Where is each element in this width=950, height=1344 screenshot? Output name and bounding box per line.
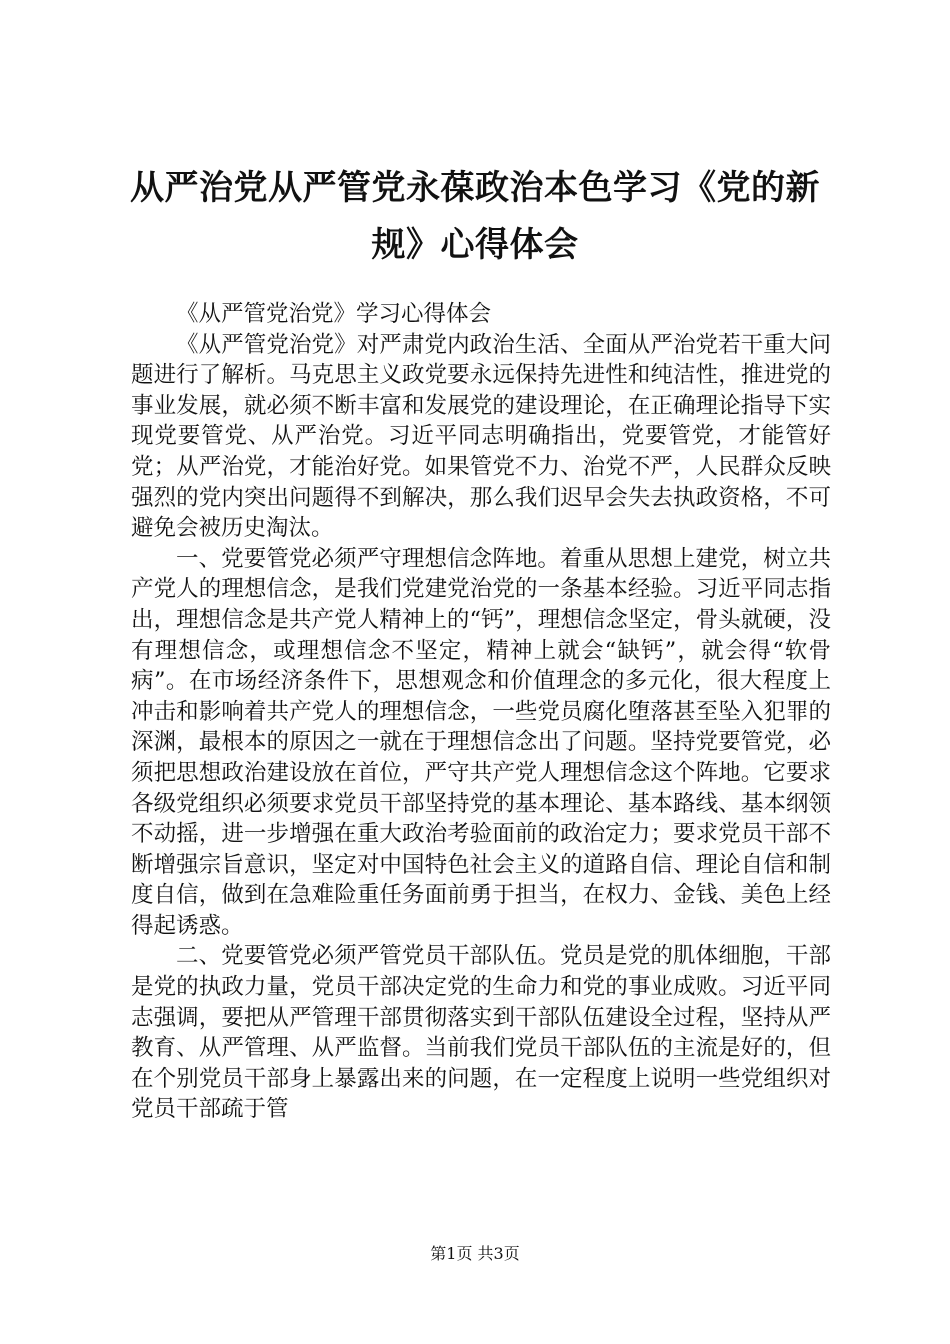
- document-body: [131, 299, 831, 1125]
- section-two-paragraph: 二、党要管党必须严管党员干部队伍。党员是党的肌体细胞，干部是党的执政力量，党员干部决定党的生命力和党的事业成败。习近平同志强调，要把从严管理干部贯彻落实到干部队伍建设全过程，坚持从严教育、从严管理、从严监督。当前我们党员干部队伍的主流是好的，但在个别党员干部身上暴露出来的问题，在一定程度上说明一些党组织对党员干部疏于管: [131, 943, 831, 1123]
- section-one-paragraph: 一、党要管党必须严守理想信念阵地。着重从思想上建党，树立共产党人的理想信念，是我们党建党治党的一条基本经验。习近平同志指出，理想信念是共产党人精神上的“钙”，理想信念坚定，骨头就硬，没有理想信念，或理想信念不坚定，精神上就会“缺钙”，就会得“软骨病”。在市场经济条件下，思想观念和价值理念的多元化，很大程度上冲击和影响着共产党人的理想信念，一些党员腐化堕落甚至坠入犯罪的深渊，最根本的原因之一就在于理想信念出了问题。坚持党要管党，必须把思想政治建设放在首位，严守共产党人理想信念这个阵地。它要求各级党组织必须要求党员干部坚持党的基本理论、基本路线、基本纲领不动摇，进一步增强在重大政治考验面前的政治定力；要求党员干部不断增强宗旨意识，坚定对中国特色社会主义的道路自信、理论自信和制度自信，做到在急难险重任务面前勇于担当，在权力、金钱、美色上经得起诱惑。: [131, 545, 831, 939]
- subtitle-paragraph: 《从严管党治党》学习心得体会: [176, 301, 492, 327]
- document-title: 从严治党从严管党永葆政治本色学习《党的新规》心得体会: [130, 168, 820, 265]
- intro-paragraph: 《从严管党治党》对严肃党内政治生活、全面从严治党若干重大问题进行了解析。马克思主义政党要永远保持先进性和纯洁性，推进党的事业发展，就必须不断丰富和发展党的建设理论，在正确理论指导下实现党要管党、从严治党。习近平同志明确指出，党要管党，才能管好党；从严治党，才能治好党。如果管党不力、治党不严，人民群众反映强烈的党内突出问题得不到解决，那么我们迟早会失去执政资格，不可避免会被历史淘汰。: [131, 331, 831, 542]
- page-number-footer: 第1页 共3页: [430, 1244, 520, 1263]
